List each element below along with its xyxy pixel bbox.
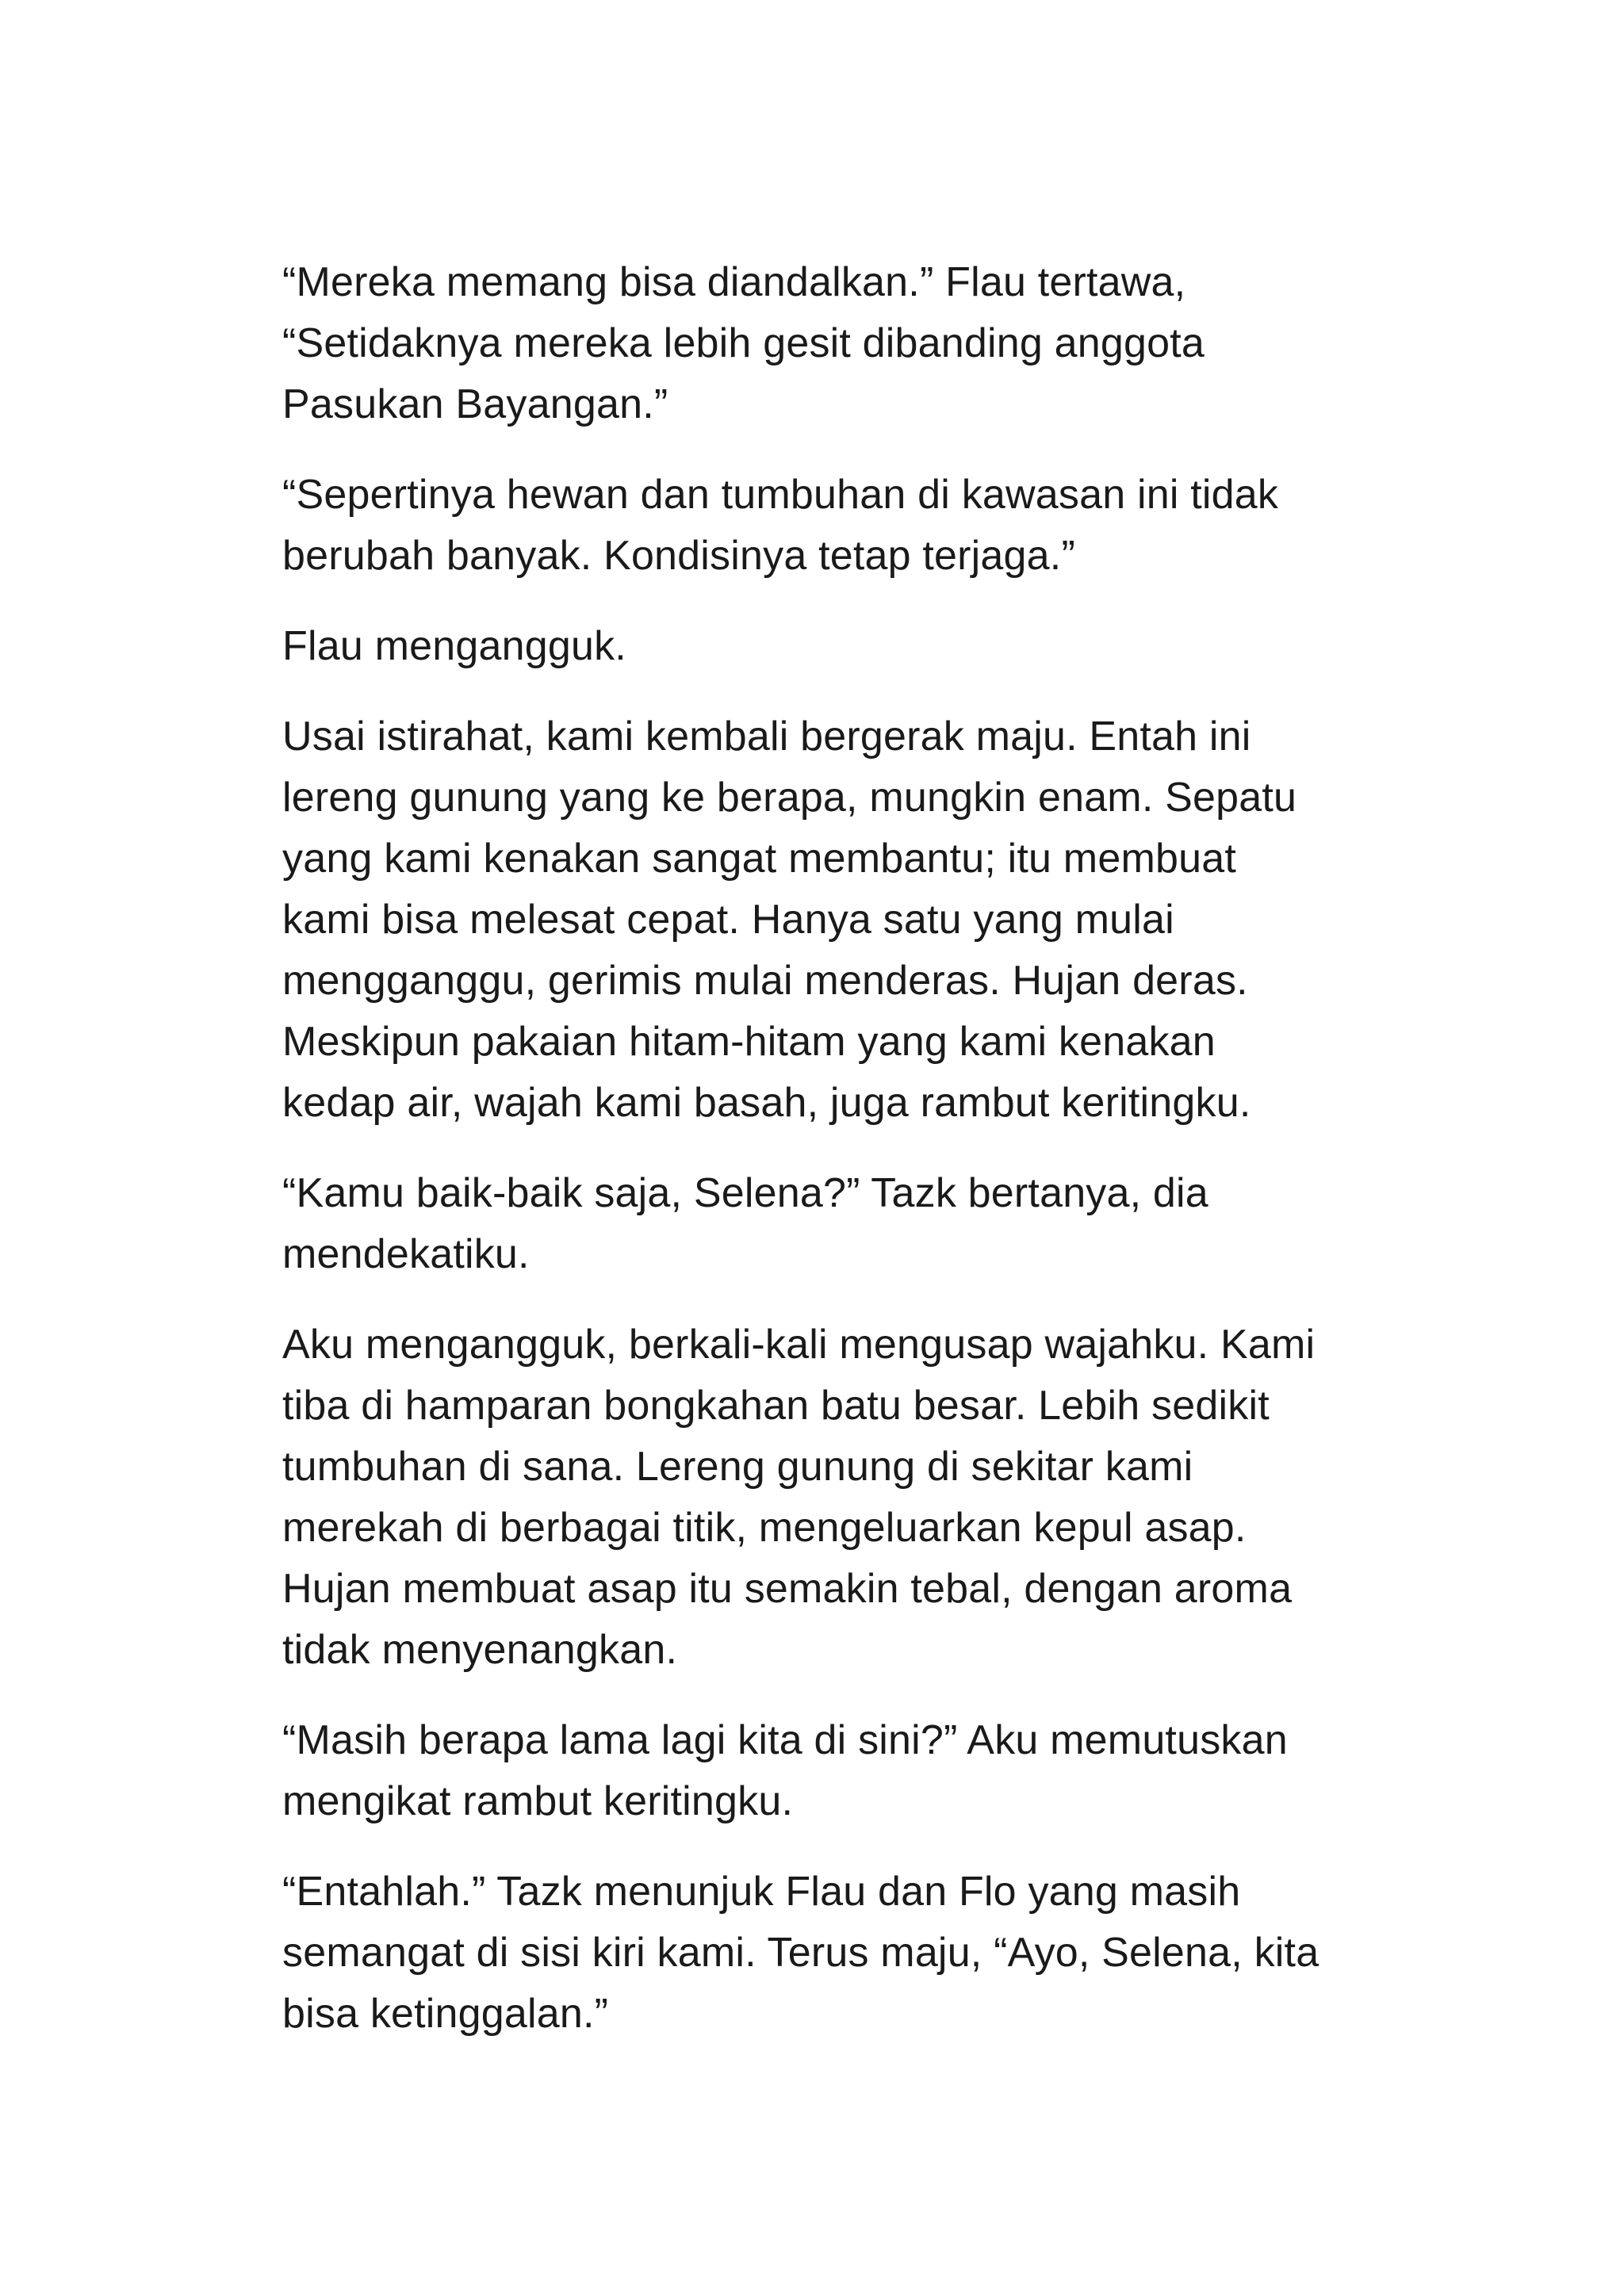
text-line: tiba di hamparan bongkahan batu besar. Lebih sedikit [282,1383,1270,1429]
text-line: “Mereka memang bisa diandalkan.” Flau tertawa, [282,259,1186,305]
text-line: “Sepertinya hewan dan tumbuhan di kawasan ini tidak [282,472,1279,518]
paragraph [282,252,1392,435]
text-line: kedap air, wajah kami basah, juga rambut keritingku. [282,1080,1251,1126]
text-line: Aku mengangguk, berkali-kali mengusap wajahku. Kami [282,1322,1316,1368]
text-line: semangat di sisi kiri kami. Terus maju, “Ayo, Selena, kita [282,1930,1320,1976]
text-line: “Masih berapa lama lagi kita di sini?” Aku memutuskan [282,1717,1288,1763]
text-line: “Entahlah.” Tazk menunjuk Flau dan Flo yang masih [282,1869,1241,1915]
text-line: tidak menyenangkan. [282,1627,678,1673]
text-line: Flau mengangguk. [282,623,626,669]
paragraph [282,1862,1392,2045]
paragraph [282,616,1392,677]
text-line: Usai istirahat, kami kembali bergerak maju. Entah ini [282,714,1251,760]
text-line: mendekatiku. [282,1231,530,1277]
paragraph [282,706,1392,1134]
text-line: Hujan membuat asap itu semakin tebal, dengan aroma [282,1566,1293,1612]
text-line: berubah banyak. Kondisinya tetap terjaga.” [282,533,1075,579]
text-line: mengganggu, gerimis mulai menderas. Hujan deras. [282,958,1248,1004]
paragraph [282,1163,1392,1285]
text-line: kami bisa melesat cepat. Hanya satu yang mulai [282,897,1174,943]
paragraph [282,1314,1392,1681]
text-line: merekah di berbagai titik, mengeluarkan kepul asap. [282,1505,1247,1551]
paragraph [282,1710,1392,1832]
text-line: Pasukan Bayangan.” [282,381,668,427]
text-line: Meskipun pakaian hitam-hitam yang kami kenakan [282,1019,1216,1065]
text-line: mengikat rambut keritingku. [282,1778,794,1824]
paragraph [282,465,1392,587]
text-line: yang kami kenakan sangat membantu; itu membuat [282,836,1236,882]
body-text [282,252,1392,2074]
text-line: tumbuhan di sana. Lereng gunung di sekitar kami [282,1444,1193,1490]
text-line: bisa ketinggalan.” [282,1991,609,2037]
text-line: “Setidaknya mereka lebih gesit dibanding anggota [282,320,1205,366]
text-line: “Kamu baik-baik saja, Selena?” Tazk bertanya, dia [282,1170,1208,1216]
text-line: lereng gunung yang ke berapa, mungkin enam. Sepatu [282,775,1297,821]
